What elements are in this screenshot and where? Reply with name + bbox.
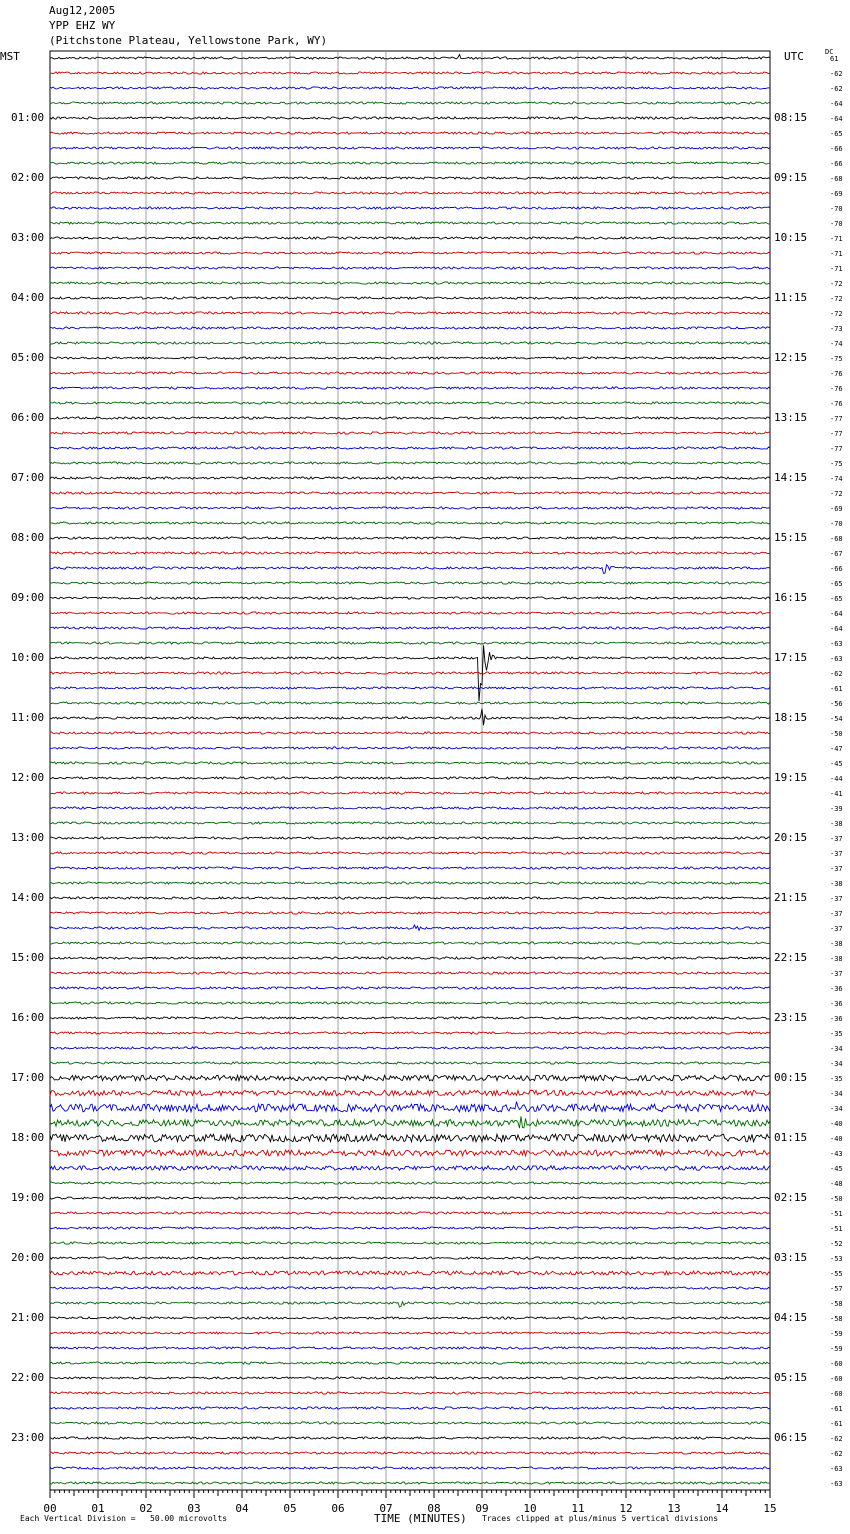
trace-row-87 <box>50 1362 770 1364</box>
dc-offset-label: -72 <box>830 295 843 303</box>
trace-row-84 <box>50 1317 770 1319</box>
dc-offset-label: -37 <box>830 970 843 978</box>
dc-offset-label: -66 <box>830 160 843 168</box>
dc-offset-label: -37 <box>830 865 843 873</box>
trace-row-12 <box>50 237 770 239</box>
dc-offset-label: -64 <box>830 625 843 633</box>
dc-offset-label: -38 <box>830 820 843 828</box>
dc-offset-label: -69 <box>830 190 843 198</box>
dc-offset-label: 61 <box>830 55 839 63</box>
dc-offset-label: -62 <box>830 70 843 78</box>
dc-offset-label: -70 <box>830 220 843 228</box>
trace-row-73 <box>50 1150 770 1156</box>
trace-row-50 <box>50 807 770 809</box>
trace-row-0 <box>50 55 770 60</box>
trace-row-90 <box>50 1407 770 1409</box>
dc-offset-label: -52 <box>830 1240 843 1248</box>
trace-row-89 <box>50 1392 770 1394</box>
dc-offset-label: -64 <box>830 100 843 108</box>
plot-grid <box>50 51 770 1490</box>
dc-offset-label: -77 <box>830 415 843 423</box>
dc-offset-label: -59 <box>830 1345 843 1353</box>
dc-offset-label: -63 <box>830 655 843 663</box>
trace-row-2 <box>50 87 770 89</box>
dc-offset-label: -69 <box>830 505 843 513</box>
dc-offset-label: -39 <box>830 805 843 813</box>
x-tick-label: 12 <box>619 1502 633 1515</box>
dc-offset-label: -72 <box>830 490 843 498</box>
trace-row-85 <box>50 1332 770 1334</box>
left-time-label: 06:00 <box>11 411 45 424</box>
dc-offset-label: -61 <box>830 1420 843 1428</box>
x-tick-label: 01 <box>91 1502 105 1515</box>
dc-offset-label: -45 <box>830 1165 843 1173</box>
trace-row-53 <box>50 852 770 854</box>
trace-row-42 <box>50 687 770 689</box>
trace-row-60 <box>50 957 770 959</box>
dc-offset-label: -71 <box>830 235 843 243</box>
dc-offset-label: -76 <box>830 385 843 393</box>
x-tick-label: 15 <box>763 1502 777 1515</box>
dc-offset-label: -35 <box>830 1030 843 1038</box>
trace-row-37 <box>50 612 770 614</box>
trace-row-1 <box>50 72 770 74</box>
dc-offset-label: -38 <box>830 880 843 888</box>
trace-row-7 <box>50 162 770 164</box>
dc-offset-label: -70 <box>830 205 843 213</box>
dc-offset-label: -50 <box>830 730 843 738</box>
x-tick-label: 13 <box>667 1502 681 1515</box>
trace-row-46 <box>50 747 770 749</box>
trace-row-76 <box>50 1197 770 1199</box>
trace-row-94 <box>50 1467 770 1469</box>
x-tick-label: 03 <box>187 1502 201 1515</box>
dc-offset-label: -37 <box>830 835 843 843</box>
trace-row-92 <box>50 1437 770 1439</box>
trace-row-18 <box>50 327 770 329</box>
trace-row-31 <box>50 522 770 524</box>
trace-row-51 <box>50 822 770 824</box>
dc-offset-label: -60 <box>830 1390 843 1398</box>
trace-row-22 <box>50 387 770 389</box>
left-time-label: 05:00 <box>11 351 45 364</box>
dc-offset-label: -43 <box>830 1150 843 1158</box>
scale-note: Each Vertical Division = 50.00 microvolts <box>20 1514 228 1523</box>
trace-row-39 <box>50 642 770 644</box>
trace-row-52 <box>50 837 770 839</box>
trace-row-81 <box>50 1271 770 1275</box>
trace-row-78 <box>50 1227 770 1229</box>
dc-offset-label: -35 <box>830 1075 843 1083</box>
dc-offset-label: -63 <box>830 1465 843 1473</box>
dc-offset-label: -40 <box>830 1120 843 1128</box>
dc-offset-label: -48 <box>830 1180 843 1188</box>
dc-offset-label: -74 <box>830 340 843 348</box>
x-tick-label: 00 <box>43 1502 57 1515</box>
dc-offset-label: -76 <box>830 370 843 378</box>
dc-offset-label: -54 <box>830 715 843 723</box>
trace-row-62 <box>50 987 770 989</box>
dc-offset-label: -36 <box>830 985 843 993</box>
dc-offset-label: -65 <box>830 595 843 603</box>
left-time-label: 13:00 <box>11 831 45 844</box>
trace-row-19 <box>50 342 770 344</box>
dc-offset-label: -66 <box>830 145 843 153</box>
right-time-label: 19:15 <box>774 771 808 784</box>
station-location: (Pitchstone Plateau, Yellowstone Park, WY) <box>49 34 328 47</box>
dc-offset-label: -45 <box>830 760 843 768</box>
trace-row-64 <box>50 1017 770 1019</box>
trace-row-70 <box>50 1102 770 1112</box>
dc-offset-label: -72 <box>830 310 843 318</box>
trace-row-6 <box>50 147 770 149</box>
dc-label: DC <box>825 48 834 56</box>
right-time-label: 02:15 <box>774 1191 808 1204</box>
trace-row-45 <box>50 732 770 734</box>
plot-frame <box>50 51 770 1490</box>
trace-row-71 <box>50 1116 770 1128</box>
trace-row-29 <box>50 492 770 494</box>
right-time-label: 05:15 <box>774 1371 808 1384</box>
trace-row-8 <box>50 177 770 179</box>
dc-offset-label: -60 <box>830 1375 843 1383</box>
trace-row-25 <box>50 432 770 434</box>
right-time-label: 06:15 <box>774 1431 808 1444</box>
dc-offset-label: -60 <box>830 1360 843 1368</box>
dc-offset-label: -62 <box>830 1450 843 1458</box>
right-time-label: 11:15 <box>774 291 808 304</box>
trace-row-23 <box>50 402 770 404</box>
dc-offset-label: -38 <box>830 940 843 948</box>
dc-offset-label: -37 <box>830 895 843 903</box>
trace-row-36 <box>50 597 770 599</box>
x-tick-label: 09 <box>475 1502 489 1515</box>
dc-offset-label: -44 <box>830 775 843 783</box>
trace-row-17 <box>50 312 770 314</box>
right-time-label: 14:15 <box>774 471 808 484</box>
right-time-label: 15:15 <box>774 531 808 544</box>
right-time-label: 13:15 <box>774 411 808 424</box>
dc-offset-label: -62 <box>830 85 843 93</box>
dc-offset-label: -50 <box>830 1195 843 1203</box>
trace-row-69 <box>50 1090 770 1095</box>
trace-row-57 <box>50 912 770 914</box>
dc-offset-label: -37 <box>830 850 843 858</box>
trace-row-72 <box>50 1134 770 1142</box>
right-time-label: 09:15 <box>774 171 808 184</box>
plot-date: Aug12,2005 <box>49 4 116 17</box>
left-time-label: 03:00 <box>11 231 45 244</box>
trace-row-38 <box>50 627 770 629</box>
dc-offset-label: -40 <box>830 1135 843 1143</box>
right-time-label: 04:15 <box>774 1311 808 1324</box>
x-tick-label: 14 <box>715 1502 729 1515</box>
dc-offset-label: -68 <box>830 535 843 543</box>
trace-row-33 <box>50 552 770 554</box>
trace-row-43 <box>50 702 770 704</box>
left-time-label: 07:00 <box>11 471 45 484</box>
right-time-label: 16:15 <box>774 591 808 604</box>
x-tick-label: 08 <box>427 1502 441 1515</box>
trace-row-54 <box>50 867 770 869</box>
dc-offset-label: -64 <box>830 610 843 618</box>
dc-offset-label: -65 <box>830 130 843 138</box>
dc-offset-label: -37 <box>830 910 843 918</box>
left-time-label: 16:00 <box>11 1011 45 1024</box>
trace-row-74 <box>50 1166 770 1170</box>
left-time-label: 08:00 <box>11 531 45 544</box>
dc-offset-label: -51 <box>830 1210 843 1218</box>
right-time-label: 20:15 <box>774 831 808 844</box>
dc-offset-label: -75 <box>830 355 843 363</box>
dc-offset-label: -38 <box>830 955 843 963</box>
trace-row-91 <box>50 1422 770 1424</box>
trace-row-82 <box>50 1287 770 1289</box>
trace-row-47 <box>50 762 770 764</box>
trace-row-21 <box>50 372 770 374</box>
dc-offset-label: -63 <box>830 640 843 648</box>
trace-row-66 <box>50 1047 770 1049</box>
trace-row-77 <box>50 1212 770 1214</box>
right-time-label: 23:15 <box>774 1011 808 1024</box>
trace-row-86 <box>50 1347 770 1349</box>
dc-offset-label: -57 <box>830 1285 843 1293</box>
dc-offset-label: -59 <box>830 1330 843 1338</box>
right-time-label: 22:15 <box>774 951 808 964</box>
x-axis-label: TIME (MINUTES) <box>374 1512 467 1525</box>
trace-group <box>50 55 770 1485</box>
station-code: YPP EHZ WY <box>49 19 116 32</box>
trace-row-3 <box>50 102 770 104</box>
right-time-label: 08:15 <box>774 111 808 124</box>
left-time-label: 10:00 <box>11 651 45 664</box>
x-tick-label: 04 <box>235 1502 249 1515</box>
left-time-label: 21:00 <box>11 1311 45 1324</box>
utc-label: UTC <box>784 50 804 63</box>
clip-note: Traces clipped at plus/minus 5 vertical divisions <box>482 1514 719 1523</box>
trace-row-49 <box>50 792 770 794</box>
trace-row-59 <box>50 942 770 944</box>
trace-row-14 <box>50 267 770 269</box>
dc-offset-label: -65 <box>830 580 843 588</box>
dc-offset-label: -36 <box>830 1000 843 1008</box>
trace-row-11 <box>50 222 770 224</box>
trace-row-35 <box>50 582 770 584</box>
trace-row-13 <box>50 252 770 254</box>
dc-offset-label: -70 <box>830 520 843 528</box>
dc-offset-label: -36 <box>830 1015 843 1023</box>
trace-row-67 <box>50 1062 770 1064</box>
dc-offset-label: -77 <box>830 430 843 438</box>
dc-offset-label: -76 <box>830 400 843 408</box>
left-time-label: 09:00 <box>11 591 45 604</box>
dc-offset-label: -51 <box>830 1225 843 1233</box>
dc-offset-label: -61 <box>830 685 843 693</box>
dc-offset-label: -58 <box>830 1300 843 1308</box>
dc-offset-label: -67 <box>830 550 843 558</box>
trace-row-88 <box>50 1377 770 1379</box>
dc-offset-label: -61 <box>830 1405 843 1413</box>
trace-row-93 <box>50 1452 770 1454</box>
dc-offset-label: -73 <box>830 325 843 333</box>
right-time-label: 10:15 <box>774 231 808 244</box>
dc-offset-label: -66 <box>830 565 843 573</box>
trace-row-10 <box>50 207 770 209</box>
trace-row-79 <box>50 1242 770 1244</box>
trace-row-63 <box>50 1002 770 1004</box>
trace-row-58 <box>50 925 770 930</box>
left-time-label: 15:00 <box>11 951 45 964</box>
left-time-label: 02:00 <box>11 171 45 184</box>
trace-row-56 <box>50 897 770 899</box>
trace-row-26 <box>50 447 770 449</box>
x-tick-label: 10 <box>523 1502 537 1515</box>
trace-row-27 <box>50 462 770 464</box>
dc-offset-label: -34 <box>830 1045 843 1053</box>
dc-offset-label: -64 <box>830 115 843 123</box>
mst-label: MST <box>0 50 20 63</box>
dc-offset-label: -47 <box>830 745 843 753</box>
left-time-label: 18:00 <box>11 1131 45 1144</box>
left-time-label: 14:00 <box>11 891 45 904</box>
left-time-label: 23:00 <box>11 1431 45 1444</box>
dc-offset-label: -55 <box>830 1270 843 1278</box>
trace-row-28 <box>50 477 770 479</box>
left-time-label: 17:00 <box>11 1071 45 1084</box>
left-time-label: 04:00 <box>11 291 45 304</box>
trace-row-55 <box>50 882 770 884</box>
trace-row-83 <box>50 1302 770 1308</box>
trace-row-9 <box>50 192 770 194</box>
x-axis <box>50 1490 770 1498</box>
trace-row-80 <box>50 1257 770 1259</box>
dc-offset-label: -63 <box>830 1480 843 1488</box>
dc-offset-label: -37 <box>830 925 843 933</box>
trace-row-32 <box>50 537 770 539</box>
trace-row-24 <box>50 417 770 419</box>
right-time-label: 03:15 <box>774 1251 808 1264</box>
trace-row-41 <box>50 672 770 674</box>
trace-row-34 <box>50 565 770 574</box>
trace-row-65 <box>50 1032 770 1034</box>
dc-offset-label: -74 <box>830 475 843 483</box>
dc-offset-label: -53 <box>830 1255 843 1263</box>
trace-row-61 <box>50 972 770 974</box>
x-tick-label: 02 <box>139 1502 153 1515</box>
left-time-label: 12:00 <box>11 771 45 784</box>
x-tick-label: 07 <box>379 1502 393 1515</box>
dc-offset-label: -34 <box>830 1060 843 1068</box>
dc-offset-label: -77 <box>830 445 843 453</box>
left-time-label: 11:00 <box>11 711 45 724</box>
dc-offset-label: -62 <box>830 1435 843 1443</box>
x-tick-label: 11 <box>571 1502 585 1515</box>
dc-offset-label: -34 <box>830 1090 843 1098</box>
trace-row-68 <box>50 1075 770 1080</box>
trace-row-20 <box>50 357 770 359</box>
trace-row-48 <box>50 777 770 779</box>
dc-offset-label: -62 <box>830 670 843 678</box>
trace-row-5 <box>50 132 770 134</box>
right-time-label: 17:15 <box>774 651 808 664</box>
dc-offset-label: -41 <box>830 790 843 798</box>
dc-offset-label: -72 <box>830 280 843 288</box>
trace-row-16 <box>50 297 770 299</box>
trace-row-44 <box>50 709 770 726</box>
left-time-label: 01:00 <box>11 111 45 124</box>
trace-row-30 <box>50 507 770 509</box>
right-time-label: 12:15 <box>774 351 808 364</box>
x-tick-label: 05 <box>283 1502 297 1515</box>
right-time-label: 00:15 <box>774 1071 808 1084</box>
trace-row-4 <box>50 117 770 119</box>
right-time-label: 01:15 <box>774 1131 808 1144</box>
dc-offset-label: -58 <box>830 1315 843 1323</box>
dc-offset-label: -34 <box>830 1105 843 1113</box>
left-time-label: 19:00 <box>11 1191 45 1204</box>
dc-offset-label: -75 <box>830 460 843 468</box>
dc-offset-label: -68 <box>830 175 843 183</box>
dc-offset-label: -56 <box>830 700 843 708</box>
x-tick-label: 06 <box>331 1502 345 1515</box>
left-time-label: 22:00 <box>11 1371 45 1384</box>
trace-row-95 <box>50 1482 770 1484</box>
dc-offset-label: -71 <box>830 250 843 258</box>
trace-row-75 <box>50 1182 770 1184</box>
left-time-label: 20:00 <box>11 1251 45 1264</box>
dc-offset-label: -71 <box>830 265 843 273</box>
right-time-label: 18:15 <box>774 711 808 724</box>
trace-row-15 <box>50 282 770 284</box>
right-time-label: 21:15 <box>774 891 808 904</box>
